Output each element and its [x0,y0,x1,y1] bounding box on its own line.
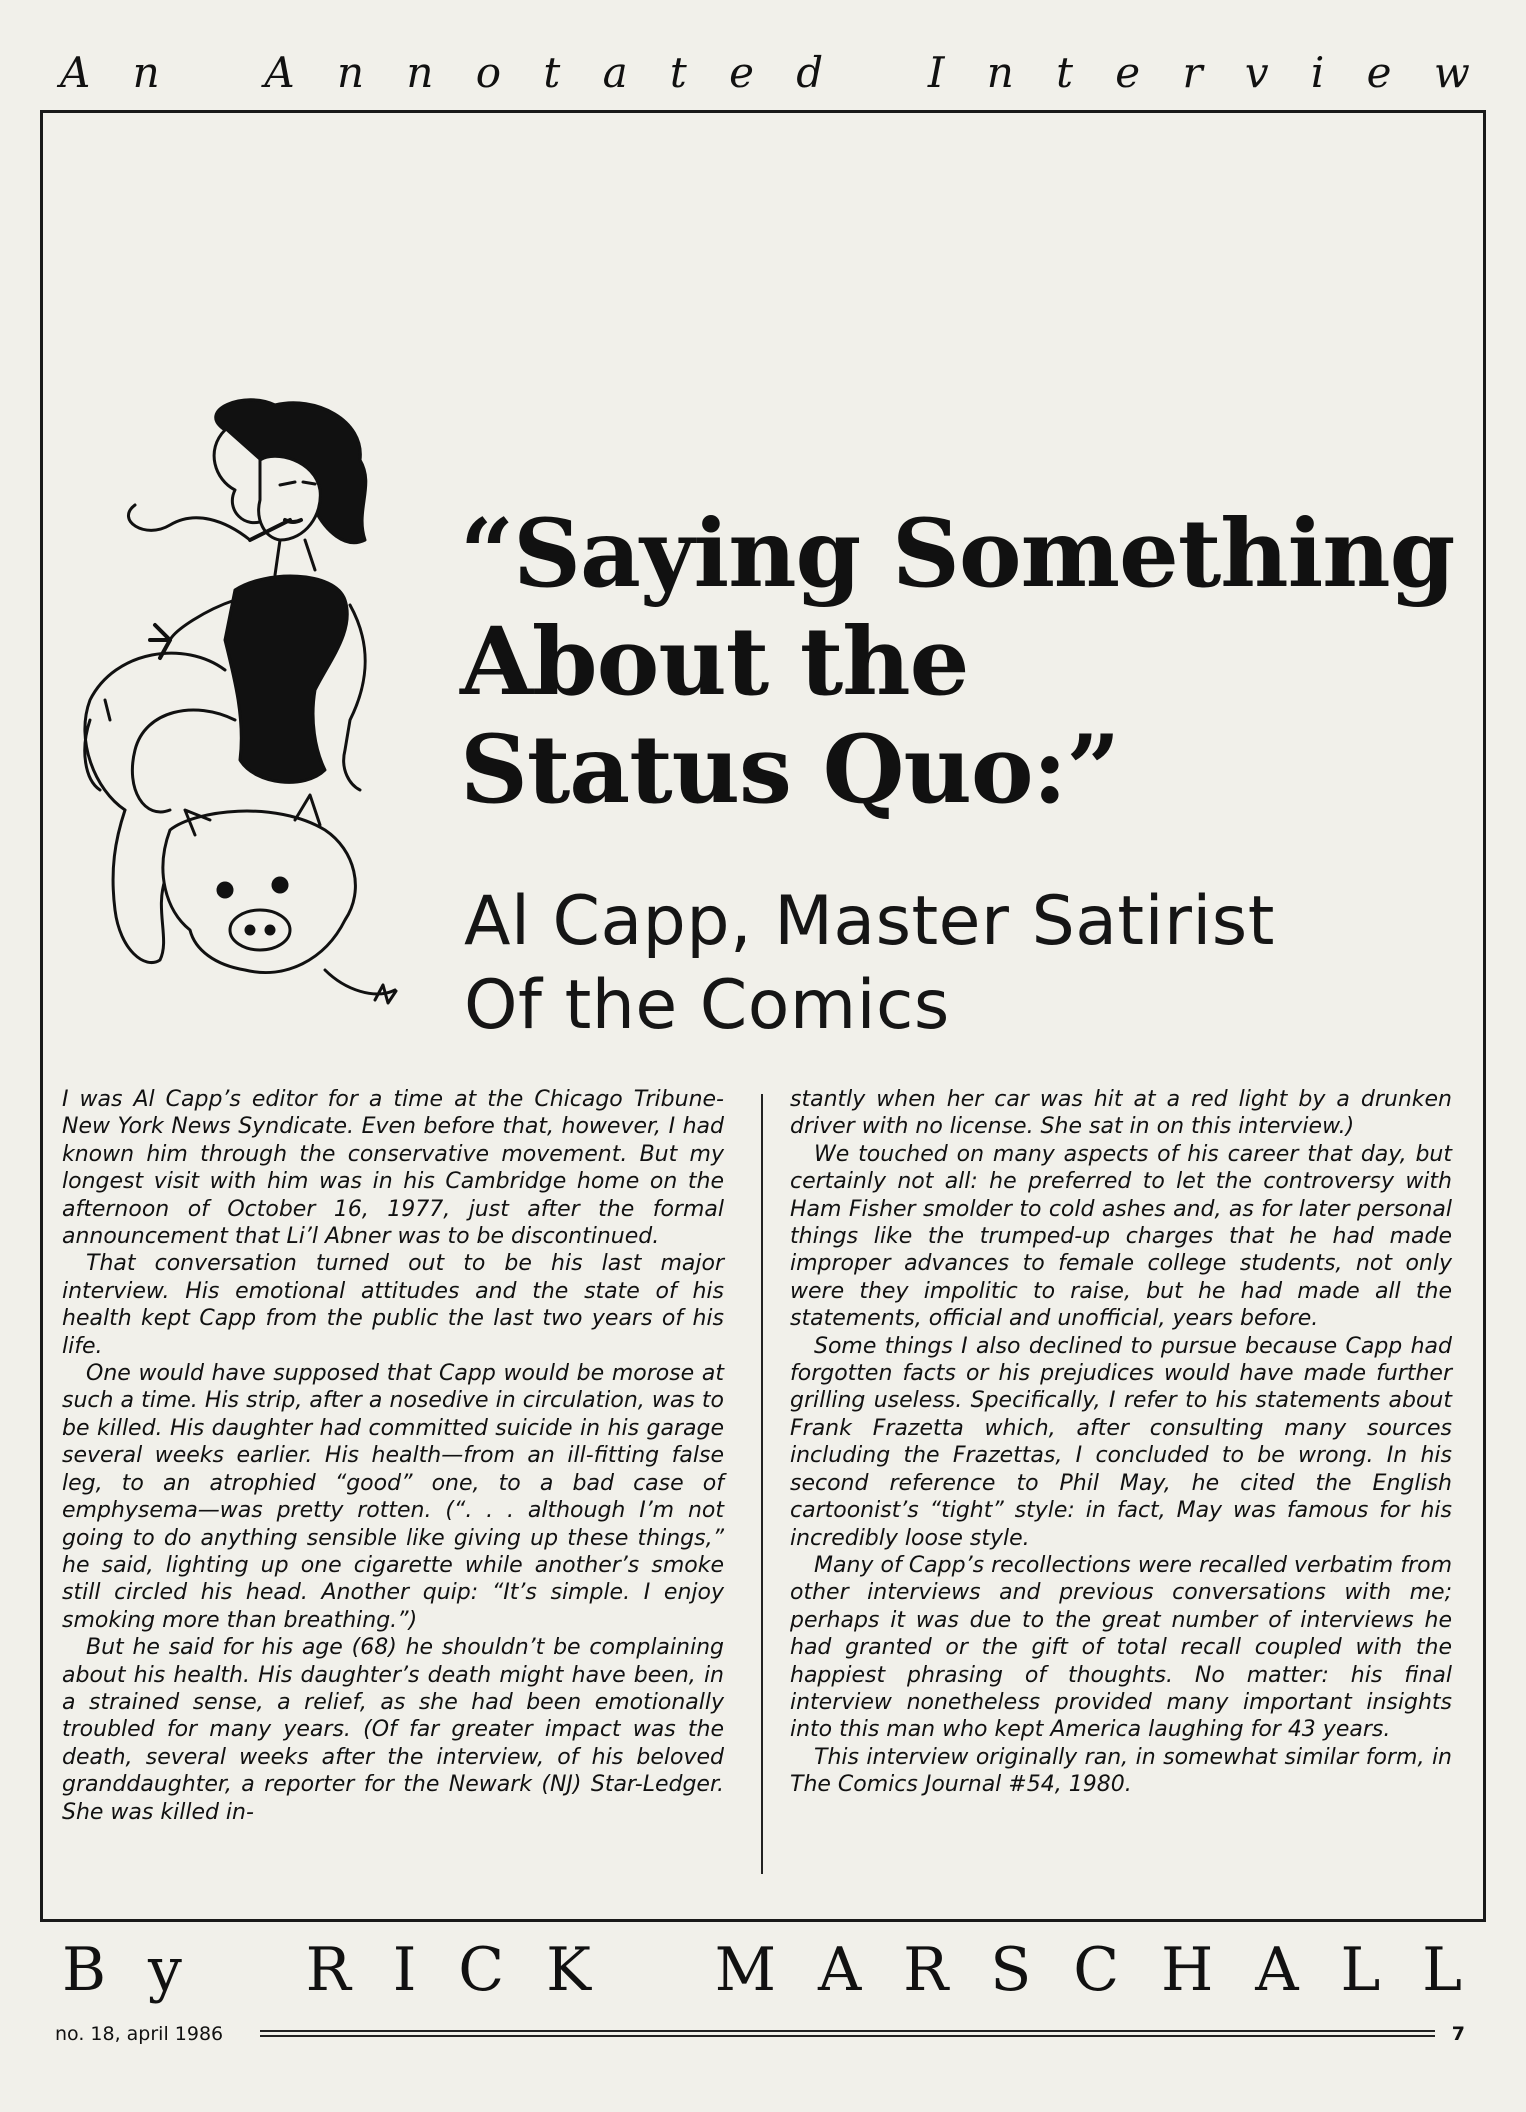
byline-letter: C [1073,1935,1120,2005]
kicker-letter: o [475,47,502,97]
title-line: About the [460,607,969,717]
paragraph: But he said for his age (68) he shouldn’t be complaining about his health. His daughter’s death might have been, in a strained sense, a relief, as she had been emotionally troubled for many years. (Of far greater impact was the death, several weeks after the interview, of his beloved granddaughter, a reporter for the Newark (NJ) Star-Ledger. She was killed in- [62,1635,724,1825]
kicker-letter: d [796,47,824,97]
issue-date: no. 18, april 1986 [55,2023,224,2045]
kicker-letter: r [1182,47,1203,97]
paragraph: One would have supposed that Capp would be morose at such a time. His strip, after a nosedive in circulation, was to be killed. His daughter had committed suicide in his garage several weeks earlier. His health—from an ill-fitting false leg, to an atrophied “good” one, to a bad case of emphysema—was pretty rotten. (“. . . although I’m not going to do anything sensible like giving up these things,” he said, lighting up one cigarette while another’s smoke still circled his head. Another quip: “It’s simple. I enjoy smoking more than breathing.”) [62,1361,724,1633]
footer-rule [260,2030,1435,2032]
page-number: 7 [1451,2023,1465,2045]
kicker-letter: A [264,47,295,97]
kicker-letter: A [60,47,91,97]
article-title [460,500,1460,824]
paragraph: Many of Capp’s recollections were recalled verbatim from other interviews and previous conversations with me; perhaps it was due to the great number of interviews he had granted or the gift of total recall coupled with the happiest phrasing of thoughts. No matter: his final interview nonetheless provided many important insights into this man who kept America laughing for 43 years. [790,1552,1452,1743]
title-line: Status Quo:” [460,715,1120,825]
kicker-letter: n [132,47,160,97]
byline-letter: K [546,1935,591,2005]
paragraph: stantly when her car was hit at a red light by a drunken driver with no license. She sat in on this interview.) [790,1087,1452,1140]
paragraph: That conversation turned out to be his last major interview. His emotional attitudes and the state of his health kept Capp from the public the last two years of his life. [62,1251,724,1359]
pinup-girl-on-pig-icon [75,390,455,1070]
footer-rule [260,2035,1435,2037]
subtitle-line: Of the Comics [464,966,950,1045]
byline-letter: H [1161,1935,1214,2005]
kicker-letter: v [1244,47,1269,97]
byline-letter: A [1255,1935,1299,2005]
byline-letter: R [903,1935,949,2005]
byline-letter: A [817,1935,862,2005]
kicker-letter: n [406,47,434,97]
kicker-letter: n [337,47,365,97]
paragraph: This interview originally ran, in somewhat similar form, in The Comics Journal #54, 1980. [790,1744,1452,1798]
title-line: “Saying Something [460,499,1455,609]
byline-letter: B [62,1935,107,2005]
kicker-letter: w [1433,47,1470,97]
byline-letter: L [1340,1935,1381,2005]
byline [62,1930,1462,2010]
kicker-letter: I [927,47,945,97]
kicker-letter: t [543,47,561,97]
paragraph: Some things I also declined to pursue because Capp had forgotten facts or his prejudices would have made further grilling useless. Specifically, I refer to his statements about Frank Frazetta which, after consulting many sources including the Frazettas, I concluded to be wrong. In his second reference to Phil May, he cited the English cartoonist’s “tight” style: in fact, May was famous for his incredibly loose style. [790,1333,1452,1551]
kicker-letter: t [1056,47,1073,97]
page-footer [55,2020,1465,2050]
right-column [790,1086,1452,1799]
kicker-letter: i [1310,47,1325,97]
article-subtitle [464,880,1464,1048]
paragraph: We touched on many aspects of his career that day, but certainly not all: he preferred to let the controversy with Ham Fisher smolder to cold ashes and, as for later personal things like the trumped-up charges that he had made improper advances to female college students, not only were they impolitic to raise, but he had made all the statements, official and unofficial, years before. [790,1141,1452,1332]
section-kicker [60,42,1470,102]
left-column [62,1086,724,1826]
byline-letter: y [147,1935,182,2005]
byline-letter: M [714,1935,777,2005]
kicker-letter: a [602,47,628,97]
byline-letter: I [392,1935,417,2005]
article-body [62,1086,1462,1886]
kicker-letter: e [1115,47,1141,97]
kicker-letter: t [669,47,687,97]
kicker-letter: e [1366,47,1392,97]
kicker-letter: e [729,47,754,97]
byline-letter: S [990,1935,1032,2005]
kicker-letter: n [986,47,1014,97]
subtitle-line: Al Capp, Master Satirist [464,882,1275,961]
paragraph: I was Al Capp’s editor for a time at the Chicago Tribune-New York News Syndicate. Even before that, however, I had known him through the conservative movement. But my longest visit with him was in his Cambridge home on the afternoon of October 16, 1977, just after the formal announcement that Li’l Abner was to be discontinued. [62,1087,724,1250]
column-divider [761,1094,763,1874]
byline-letter: C [458,1935,505,2005]
byline-letter: L [1422,1935,1462,2005]
byline-letter: R [305,1935,351,2005]
